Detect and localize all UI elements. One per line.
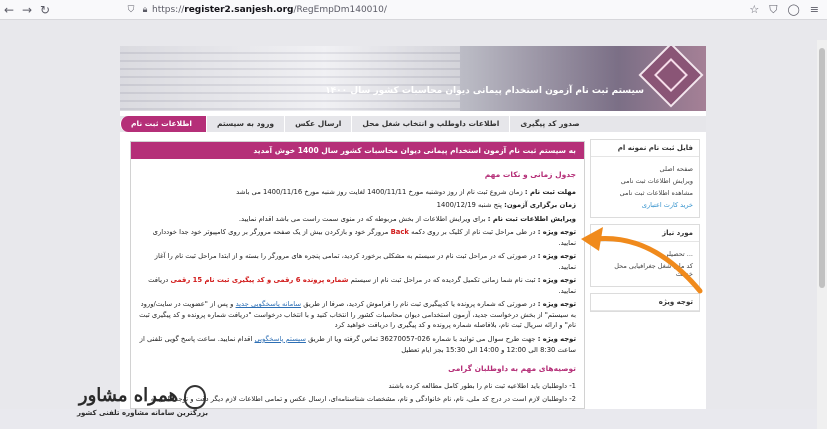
- support-system-link[interactable]: سامانه پاسخگویی جدید: [235, 300, 302, 309]
- back-arrow-icon[interactable]: ←: [3, 2, 15, 17]
- tab-registration-info[interactable]: اطلاعات ثبت نام: [120, 116, 206, 132]
- sidebar-box-title: مورد نیاز: [591, 225, 699, 242]
- sidebar-box-title: توجه ویژه: [591, 294, 699, 311]
- sanjesh-logo-icon: [638, 46, 703, 108]
- nav-tabs: [120, 116, 706, 132]
- shield-toolbar-icon[interactable]: ⛉: [769, 2, 778, 16]
- main-content: [131, 159, 584, 409]
- note-complete: توجه ویژه : ثبت نام شما زمانی تکمیل گردیده که در مراحل ثبت نام از سیستم شماره پرونده 6 رقمی و کد پیگیری ثبت نام 15 رقمی دریافت نمایید.: [148, 276, 576, 295]
- exam-date: زمان برگزاری آزمون: پنج شنبه 1400/12/19: [436, 201, 576, 210]
- sidebar-required-item: کد ملی شغل جغرافیایی محل خدمت: [614, 262, 693, 278]
- page-background: [0, 20, 827, 417]
- main-panel: [130, 141, 585, 409]
- recommendation-item: 1- داوطلبان باید اطلاعیه ثبت نام را بطور کامل مطالعه کرده باشند: [388, 381, 576, 390]
- sidebar-box-title: فایل ثبت نام نمونه ام: [591, 140, 699, 157]
- address-bar[interactable]: [124, 2, 684, 17]
- section-title: جدول زمانی و نکات مهم: [484, 170, 576, 179]
- sidebar-required-item: ... تحصیلی: [663, 250, 693, 258]
- note-contact: توجه ویژه : جهت طرح سوال می توانید با شماره 026-36270057 تماس گرفته ویا از طریق سیستم پاسخگویی اقدام نمایید. ساعت پاسخ گویی تلفنی از ساعت 8:30 الی 12:00 و 14:00 الی 15:30 بجز ایام تعطیل: [139, 335, 576, 354]
- banner-title: سیستم ثبت نام آزمون استخدام پیمانی دیوان محاسبات کشور سال ۱۴۰۰: [325, 86, 644, 96]
- sidebar-item-edit-info[interactable]: ویرایش اطلاعات ثبت نامی: [620, 177, 693, 185]
- url-host: register2.sanjesh.org: [184, 4, 294, 15]
- tab-send-photo[interactable]: ارسال عکس: [284, 116, 351, 132]
- tab-tracking-code[interactable]: صدور کد پیگیری: [509, 116, 589, 132]
- scrollbar-thumb[interactable]: [819, 48, 825, 288]
- sidebar-item-home[interactable]: صفحه اصلی: [659, 165, 693, 173]
- section-title: توصیه‌های مهم به داوطلبان گرامی: [448, 364, 576, 374]
- registration-period: مهلت ثبت نام : زمان شروع ثبت نام از روز دوشنبه مورخ 1400/11/11 لغایت روز شنبه مورخ 1400/11/16 می باشد: [236, 187, 576, 196]
- url-path: /RegEmpDm140010/: [293, 4, 387, 15]
- bookmark-star-icon[interactable]: ☆: [749, 2, 760, 16]
- forward-arrow-icon[interactable]: →: [21, 2, 33, 17]
- account-icon[interactable]: ◯: [787, 2, 800, 16]
- sidebar-box-menu: [590, 139, 700, 218]
- watermark-subtitle: بزرگترین سامانه مشاوره تلفنی کشور: [77, 409, 208, 417]
- tab-login[interactable]: ورود به سیستم: [206, 116, 284, 132]
- note-forgot: توجه ویژه : در صورتی که شماره پرونده یا کدپیگیری ثبت نام را فراموش کردید، صرفا از طریق سامانه پاسخگویی جدید و پس از "عضویت در سایت/ورود به سیستم" از بخش درخواست جدید، آزمون استخدامی دیوان محاسبات کشور را انتخاب کنید و با انتخاب درخواست "دریافت شماره پرونده و کد پیگیری ثبت نام" و ارائه سریال ثبت نام، بلافاصله شماره پرونده و کد پیگیری را دریافت خواهید کرد: [139, 300, 576, 330]
- shield-icon: ⛉: [127, 4, 135, 15]
- sidebar-item-buy-card[interactable]: خرید کارت اعتباری: [641, 201, 693, 209]
- reload-icon[interactable]: ↻: [39, 2, 51, 17]
- browser-toolbar: [0, 0, 827, 20]
- note-back-button: توجه ویژه : در طی مراحل ثبت نام از کلیک بر روی دکمه Back مرورگر خود و بازکردن بیش از یک صفحه مرورگر بر روی کامپیوتر خود جدا خودداری نمایید.: [152, 228, 576, 247]
- lock-icon: 🔒︎: [142, 4, 148, 15]
- watermark-logo-icon: [184, 385, 206, 409]
- answer-system-link[interactable]: سیستم پاسخگویی: [254, 335, 306, 343]
- orange-arrow-icon: [575, 225, 705, 295]
- watermark-name: همراه مشاور: [78, 385, 178, 406]
- header-banner: [120, 46, 706, 111]
- url-scheme: https://: [152, 4, 185, 15]
- menu-icon[interactable]: ≡: [809, 2, 819, 16]
- edit-info-note: ویرایش اطلاعات ثبت نام : برای ویرایش اطلاعات از بخش مربوطه که در منوی سمت راست می باشد اقدام نمایید.: [238, 214, 576, 223]
- tab-applicant-info[interactable]: اطلاعات داوطلب و انتخاب شغل محل: [351, 116, 509, 132]
- note-problem: توجه ویژه : در صورتی که در مراحل ثبت نام در سیستم به مشکلی برخورد کردید، تمامی پنجره های مرورگر را بسته و از ابتدا مراحل ثبت نام را آغاز نمایید.: [154, 252, 576, 271]
- recommendation-item: 2- داوطلبان لازم است در درج کد ملی، نام، نام خانوادگی و نام، مشخصات شناسنامه‌ای، ارسال عکس و تمامی اطلاعات لازم دیگر دقت و توجه کافی به: [150, 395, 576, 404]
- main-header: به سیستم ثبت نام آزمون استخدام پیمانی دیوان محاسبات کشور سال 1400 خوش آمدید: [131, 142, 584, 159]
- scrollbar[interactable]: [817, 40, 827, 429]
- watermark: [8, 383, 208, 427]
- sidebar-item-view-info[interactable]: مشاهده اطلاعات ثبت نامی: [619, 189, 693, 197]
- sidebar-box-notice: [590, 293, 700, 312]
